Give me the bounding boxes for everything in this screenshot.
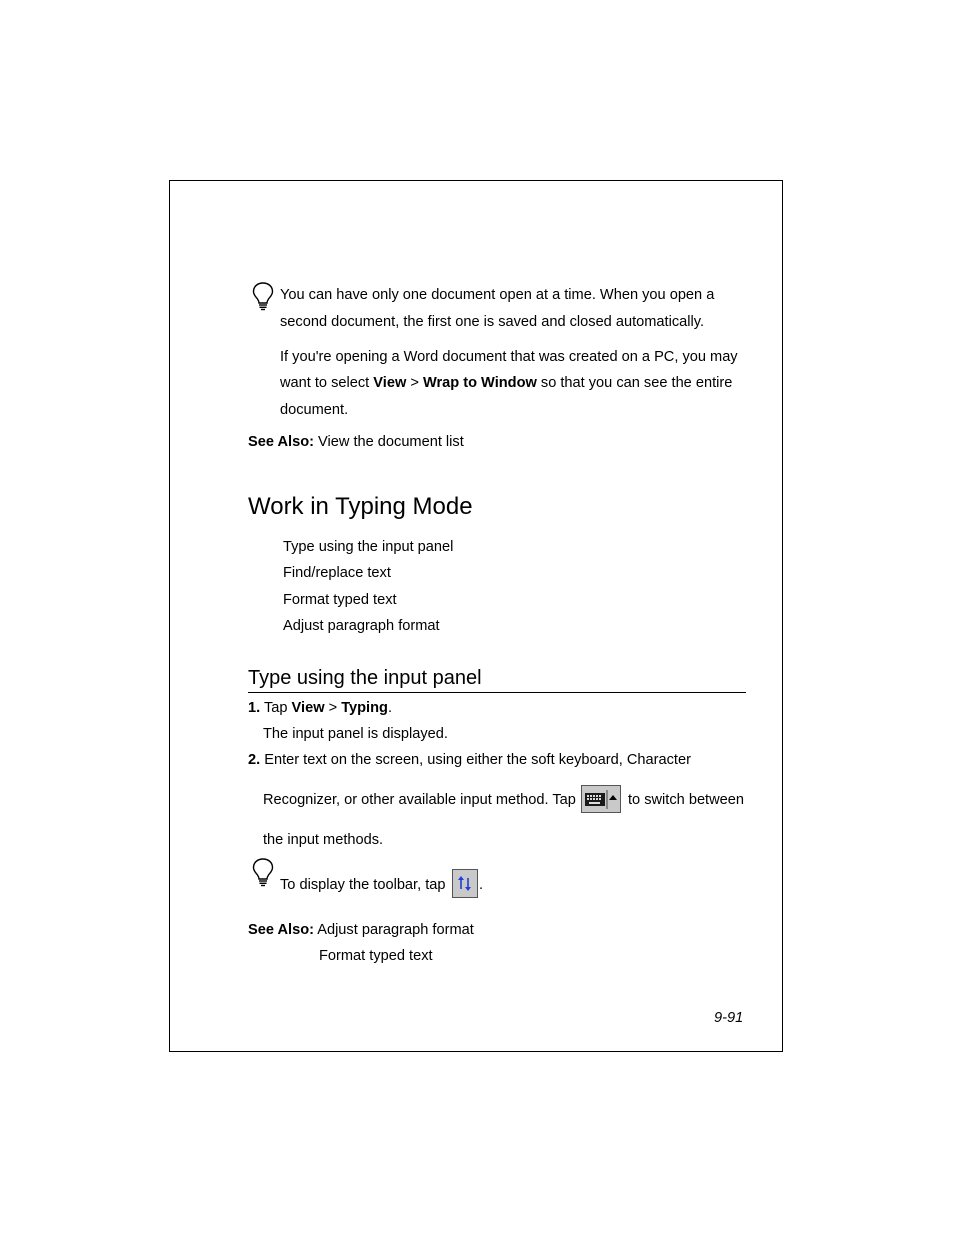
step-2-number: 2. xyxy=(248,752,261,768)
menu-typing-label: Typing xyxy=(341,700,388,716)
see-also-link-adjust-paragraph-format[interactable]: Adjust paragraph format xyxy=(313,922,474,938)
toc-item-adjust-paragraph-format[interactable]: Adjust paragraph format xyxy=(283,618,440,634)
step-2-line3: the input methods. xyxy=(263,832,384,848)
menu-wrap-to-window-label: Wrap to Window xyxy=(422,375,537,391)
see-also-label: See Also: xyxy=(248,434,314,450)
tip-lightbulb-icon xyxy=(251,281,275,311)
step-2-line2-post: to switch between xyxy=(628,792,745,808)
keyboard-icon xyxy=(582,786,620,812)
subsection-title: Type using the input panel xyxy=(248,667,482,689)
toc-item-format-typed-text[interactable]: Format typed text xyxy=(283,592,397,608)
menu-separator: > xyxy=(406,375,423,391)
subsection-rule xyxy=(248,692,746,693)
step-1-result: The input panel is displayed. xyxy=(263,726,448,742)
see-also-label: See Also: xyxy=(248,922,314,938)
menu-view-label: View xyxy=(373,375,407,391)
tip1-line3: If you're opening a Word document that was created on a PC, you may xyxy=(280,349,738,365)
see-also-2 xyxy=(248,921,474,939)
section-title: Work in Typing Mode xyxy=(248,493,473,520)
step-1-number: 1. xyxy=(248,700,261,716)
step-1-pre: Tap xyxy=(260,700,292,716)
toolbar-toggle-button[interactable] xyxy=(452,869,478,898)
toc-item-find-replace-text[interactable]: Find/replace text xyxy=(283,565,391,581)
page-number: 9-91 xyxy=(714,1010,744,1026)
step-2-line2-pre: Recognizer, or other available input method. Tap xyxy=(263,792,576,808)
step-2-line1 xyxy=(248,751,691,769)
menu-separator: > xyxy=(324,700,342,716)
step-1 xyxy=(248,699,392,717)
tip1-line4-pre: want to select xyxy=(280,375,374,391)
tip2-text: To display the toolbar, tap xyxy=(280,877,446,893)
toc-item-type-using-input-panel[interactable]: Type using the input panel xyxy=(283,539,454,555)
see-also-1 xyxy=(248,433,464,451)
tip1-line4-post: so that you can see the entire xyxy=(536,375,733,391)
step-1-end: . xyxy=(387,700,392,716)
input-method-selector-button[interactable] xyxy=(581,785,621,813)
see-also-link-document-list[interactable]: View the document list xyxy=(313,434,464,450)
step-2-text: Enter text on the screen, using either the soft keyboard, Character xyxy=(260,752,691,768)
tip1-line4 xyxy=(280,374,732,392)
tip2-end: . xyxy=(479,877,484,893)
tip1-line5: document. xyxy=(280,402,349,418)
menu-view-label: View xyxy=(291,700,325,716)
tip1-line1: You can have only one document open at a time. When you open a xyxy=(280,287,715,303)
toolbar-toggle-arrows-icon xyxy=(453,870,477,897)
see-also-link-format-typed-text[interactable]: Format typed text xyxy=(319,948,433,964)
tip1-line2: second document, the first one is saved and closed automatically. xyxy=(280,314,704,330)
tip-lightbulb-icon xyxy=(251,857,275,887)
